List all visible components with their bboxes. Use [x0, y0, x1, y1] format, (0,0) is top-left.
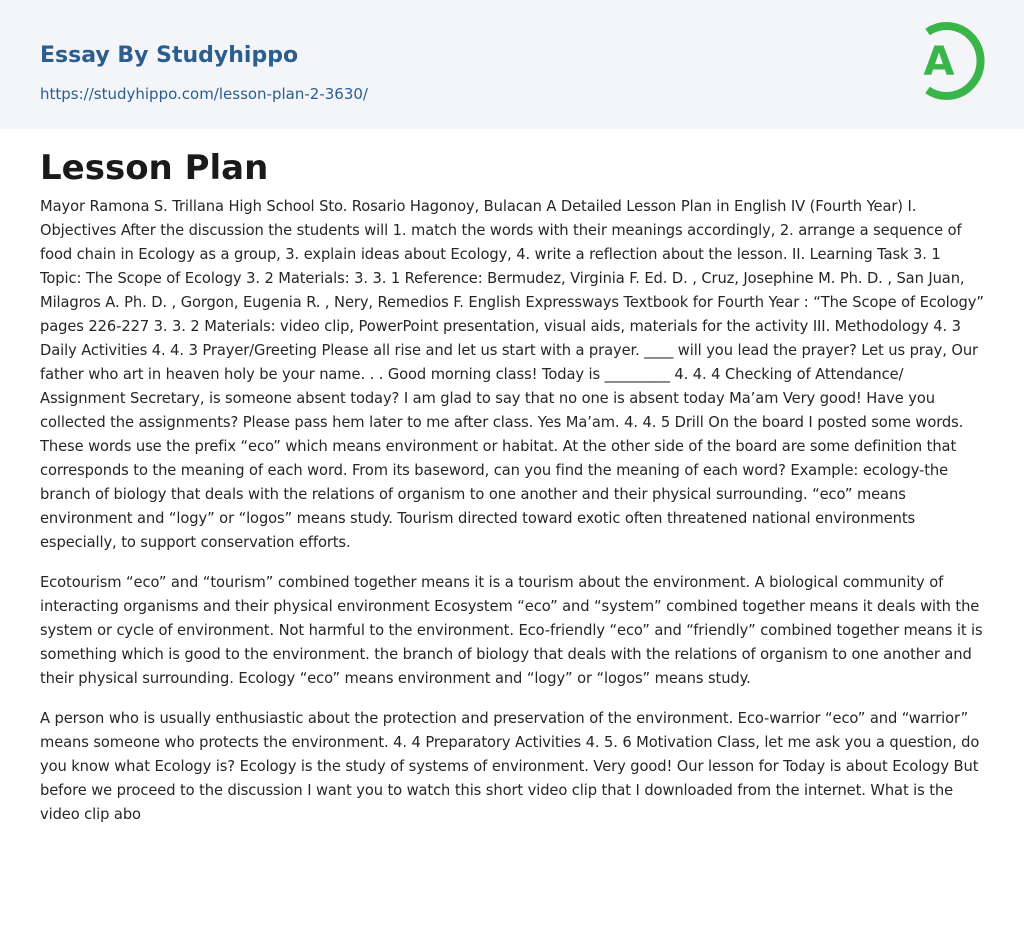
logo-ring-icon: [913, 19, 985, 105]
article-paragraph: A person who is usually enthusiastic about the protection and preservation of the environment. Eco-warrior “eco” and “warrior” means someone who protects the environment. 4. 4 Preparatory Activities 4. 5. 6 Motivation Class, let me ask you a question, do you know what Ecology is? Ecology is the study of systems of environment. Very good! Our lesson for Today is about Ecology But before we proceed to the discussion I want you to watch this short video clip that I downloaded from the internet. What is the video clip abo: [40, 710, 980, 823]
site-header: [0, 0, 1024, 129]
page-url-link[interactable]: https://studyhippo.com/lesson-plan-2-3630/: [40, 85, 368, 103]
site-brand[interactable]: Essay By Studyhippo: [40, 43, 299, 68]
studyhippo-logo[interactable]: [913, 19, 985, 105]
page-title: Lesson Plan: [40, 148, 269, 188]
logo-letter: A: [923, 39, 955, 85]
article-paragraph: Ecotourism “eco” and “tourism” combined together means it is a tourism about the environment. A biological community of interacting organisms and their physical environment Ecosystem “eco” and “system” combined together means it deals with the system or cycle of environment. Not harmful to the environment. Eco-friendly “eco” and “friendly” combined together means it is something which is good to the environment. the branch of biology that deals with the relations of organism to one another and their physical surrounding. Ecology “eco” means environment and “logy” or “logos” means study.: [40, 574, 983, 687]
article-body: [40, 195, 984, 843]
article-paragraph: Mayor Ramona S. Trillana High School Sto. Rosario Hagonoy, Bulacan A Detailed Lesson Plan in English IV (Fourth Year) I. Objectives After the discussion the students will 1. match the words with their meanings accordingly, 2. arrange a sequence of food chain in Ecology as a group, 3. explain ideas about Ecology, 4. write a reflection about the lesson. II. Learning Task 3. 1 Topic: The Scope of Ecology 3. 2 Materials: 3. 3. 1 Reference: Bermudez, Virginia F. Ed. D. , Cruz, Josephine M. Ph. D. , San Juan, Milagros A. Ph. D. , Gorgon, Eugenia R. , Nery, Remedios F. English Expressways Textbook for Fourth Year : “The Scope of Ecology” pages 226-227 3. 3. 2 Materials: video clip, PowerPoint presentation, visual aids, materials for the activity III. Methodology 4. 3 Daily Activities 4. 4. 3 Prayer/Greeting Please all rise and let us start with a prayer. ____ will you lead the prayer? Let us pray, Our father who art in heaven holy be your name. . . Good morning class! Today is _________ 4. 4. 4 Checking of Attendance/ Assignment Secretary, is someone absent today? I am glad to say that no one is absent today Ma’am Very good! Have you collected the assignments? Please pass hem later to me after class. Yes Ma’am. 4. 4. 5 Drill On the board I posted some words. These words use the prefix “eco” which means environment or habitat. At the other side of the board are some definition that corresponds to the meaning of each word. From its baseword, can you find the meaning of each word? Example: ecology-the branch of biology that deals with the relations of organism to one another and their physical surrounding. “eco” means environment and “logy” or “logos” means study. Tourism directed toward exotic often threatened national environments especially, to support conservation efforts.: [40, 198, 984, 551]
